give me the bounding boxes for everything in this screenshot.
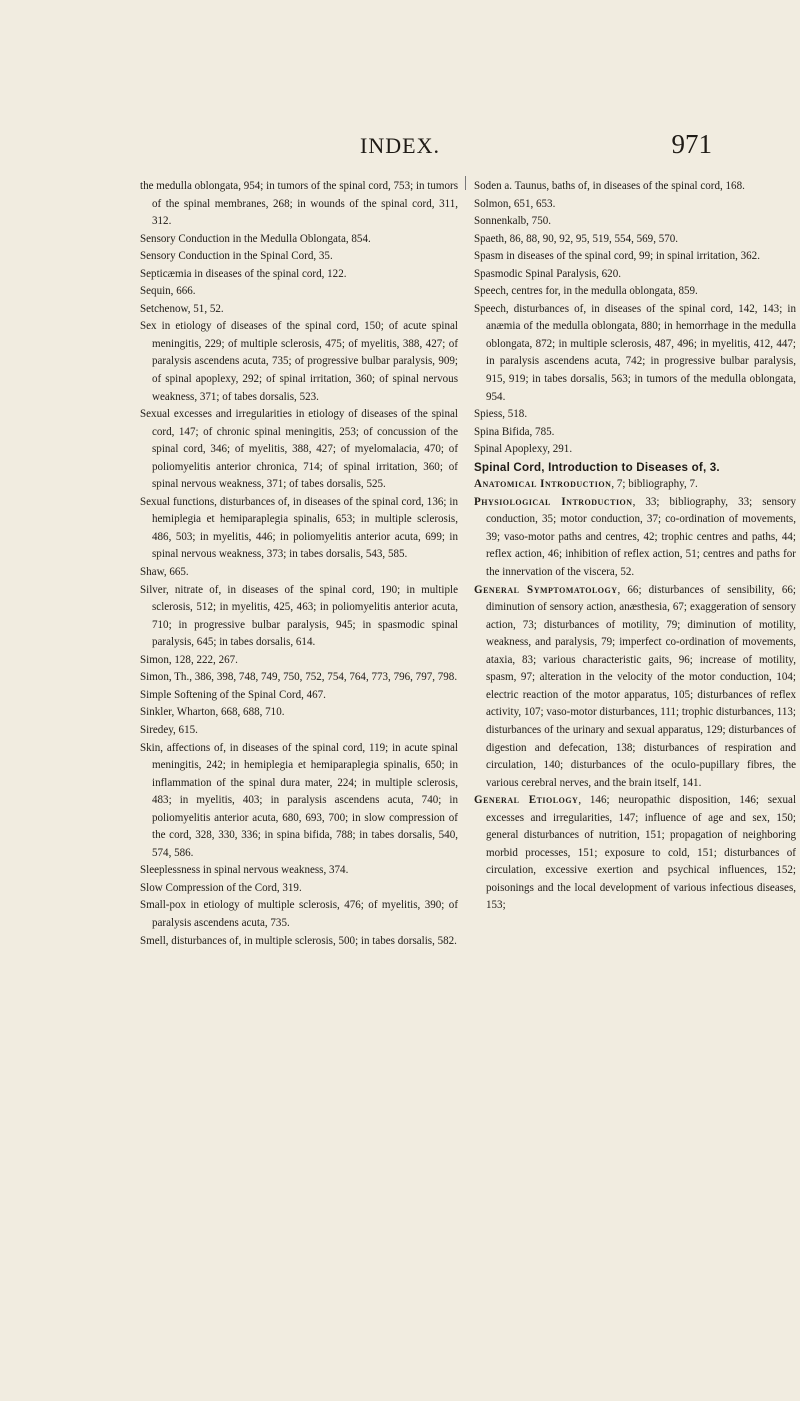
index-entry: Smell, disturbances of, in multiple sclerosis, 500; in tabes dorsalis, 582. xyxy=(140,934,457,947)
index-entry: Simon, 128, 222, 267. xyxy=(140,653,238,666)
index-entry: Spaeth, 86, 88, 90, 92, 95, 519, 554, 569, 570. xyxy=(474,232,679,245)
sub-entry-text: , 66; disturbances of sensibility, 66; diminution of sensory action, anæsthesia, 67; exaggeration of sensory action, 73; disturbances of motility, 79; diminution of motility, weakness, and paralysis, 79; imperfect co-ordination of movements, ataxia, 83; various characteristic gaits, 96; increase of motility, spasm, 97; alteration in the velocity of the motor conduction, 104; electric reaction of the motor apparatus, 105; disturbances of reflex activity, 107; vaso-motor disturbances, 111; trophic disturbances, 113; disturbances of the urinary and sexual apparatus, 129; disturbances of digestion and defecation, 138; disturbances of respiration and circulation, 140; disturbances of the oculo-pupillary fibres, the various cerebral nerves, and the brain itself, 141. xyxy=(486,583,796,789)
index-entry: the medulla oblongata, 954; in tumors of the spinal cord, 753; in tumors of the spinal membranes, 268; in wounds of the spinal cord, 311, 312. xyxy=(140,180,458,228)
index-entry: Setchenow, 51, 52. xyxy=(140,302,224,315)
sub-entry xyxy=(474,494,796,582)
sub-entry-heading: Anatomical Introduction xyxy=(474,478,612,491)
index-entry: Shaw, 665. xyxy=(140,566,189,579)
index-entry: Sleeplessness in spinal nervous weakness, 374. xyxy=(140,864,349,877)
sub-entry xyxy=(474,792,796,915)
page-title: INDEX. xyxy=(360,133,440,158)
index-entry: Spinal Apoplexy, 291. xyxy=(474,443,573,456)
right-column xyxy=(474,178,796,915)
index-entry: Spiess, 518. xyxy=(474,408,528,421)
index-entry: Soden a. Taunus, baths of, in diseases of the spinal cord, 168. xyxy=(474,180,745,192)
left-column xyxy=(140,178,458,950)
index-entry: Silver, nitrate of, in diseases of the spinal cord, 190; in multiple sclerosis, 512; in myelitis, 425, 463; in poliomyelitis anterior acuta, 710; in progressive bulbar paralysis, 945; in spasmodic spinal paralysis, 645; in tabes dorsalis, 614. xyxy=(140,583,458,649)
sub-entry-text: , 7; bibliography, 7. xyxy=(611,478,698,491)
sub-entry-heading: Physiological Introduction xyxy=(474,495,633,508)
index-entry: Spasmodic Spinal Paralysis, 620. xyxy=(474,267,621,280)
sub-entry-text: , 33; bibliography, 33; sensory conduction, 35; motor conduction, 37; co-ordination of movements, 39; vaso-motor paths and centres, 42; trophic centres and paths, 44; reflex action, 46; inhibition of reflex action, 51; centres and paths for the innervation of the viscera, 52. xyxy=(486,495,796,579)
index-entry: Siredey, 615. xyxy=(140,723,198,736)
index-entry: Sex in etiology of diseases of the spinal cord, 150; of acute spinal meningitis, 229; of multiple sclerosis, 475; of myelitis, 388, 427; of paralysis ascendens acuta, 735; of progressive bulbar paralysis, 909; of spinal apoplexy, 292; of spinal irritation, 360; of spinal nervous weakness, 371; of tabes dorsalis, 523. xyxy=(140,320,458,403)
index-entry: Solmon, 651, 653. xyxy=(474,197,556,210)
index-entry: Spasm in diseases of the spinal cord, 99; in spinal irritation, 362. xyxy=(474,250,760,263)
index-entry: Sonnenkalb, 750. xyxy=(474,215,552,228)
sub-entry-heading: General Etiology xyxy=(474,794,579,807)
index-entry: Sinkler, Wharton, 668, 688, 710. xyxy=(140,706,285,719)
running-head xyxy=(0,129,800,167)
sub-entry-text: , 146; neuropathic disposition, 146; sexual excesses and irregularities, 147; influence of age and sex, 150; general disturbances of nutrition, 151; propagation of neighboring morbid processes, 151; exposure to cold, 151; disturbances of circulation, excessive exertion and psychical influences, 152; poisonings and the local development of various infectious diseases, 153; xyxy=(486,794,797,912)
index-entry: Sensory Conduction in the Spinal Cord, 35. xyxy=(140,250,333,263)
sub-entry xyxy=(474,582,796,793)
index-entry: Speech, centres for, in the medulla oblongata, 859. xyxy=(474,285,698,298)
index-entry: Slow Compression of the Cord, 319. xyxy=(140,881,302,894)
index-entry: Skin, affections of, in diseases of the spinal cord, 119; in acute spinal meningitis, 242; in hemiplegia et hemiparaplegia spinalis, 650; in inflammation of the spinal dura mater, 224; in multiple sclerosis, 483; in myelitis, 403; in paralysis ascendens acuta, 740; in poliomyelitis anterior acuta, 680, 693, 700; in slow compression of the cord, 328, 330, 336; in spina bifida, 788; in tabes dorsalis, 540, 574, 586. xyxy=(140,741,458,859)
index-entry: Sequin, 666. xyxy=(140,285,196,298)
page-number: 971 xyxy=(671,129,712,159)
sub-entry xyxy=(474,476,796,494)
sub-entry-heading: General Symptomatology xyxy=(474,583,618,596)
index-entry: Spina Bifida, 785. xyxy=(474,425,555,438)
index-entry: Sexual excesses and irregularities in etiology of diseases of the spinal cord, 147; of chronic spinal meningitis, 253; of concussion of the spinal cord, 346; of myelitis, 388, 427; of myelomalacia, 470; of poliomyelitis anterior chronica, 714; of spinal irritation, 360; of spinal nervous weakness, 371; of tabes dorsalis, 525. xyxy=(140,408,458,491)
index-entry: Simon, Th., 386, 398, 748, 749, 750, 752, 754, 764, 773, 796, 797, 798. xyxy=(140,671,458,684)
main-heading: Spinal Cord, Introduction to Diseases of, 3. xyxy=(474,460,720,474)
index-entry: Small-pox in etiology of multiple sclerosis, 476; of myelitis, 390; of paralysis ascendens acuta, 735. xyxy=(140,899,458,929)
index-entry: Sexual functions, disturbances of, in diseases of the spinal cord, 136; in hemiplegia et hemiparaplegia spinalis, 653; in multiple sclerosis, 486, 503; in myelitis, 446; in poliomyelitis anterior acuta, 699; in spinal nervous weakness, 373; in tabes dorsalis, 543, 585. xyxy=(140,495,458,561)
column-divider xyxy=(465,176,466,190)
index-entry: Simple Softening of the Spinal Cord, 467. xyxy=(140,688,326,701)
index-entry: Septicæmia in diseases of the spinal cord, 122. xyxy=(140,267,347,280)
index-entry: Sensory Conduction in the Medulla Oblongata, 854. xyxy=(140,232,371,245)
index-entry: Speech, disturbances of, in diseases of the spinal cord, 142, 143; in anæmia of the medulla oblongata, 880; in hemorrhage in the medulla oblongata, 872; in multiple sclerosis, 487, 496; in myelitis, 412, 447; in paralysis ascendens acuta, 742; in progressive bulbar paralysis, 915, 919; in tabes dorsalis, 563; in tumors of the medulla oblongata, 954. xyxy=(474,302,796,403)
